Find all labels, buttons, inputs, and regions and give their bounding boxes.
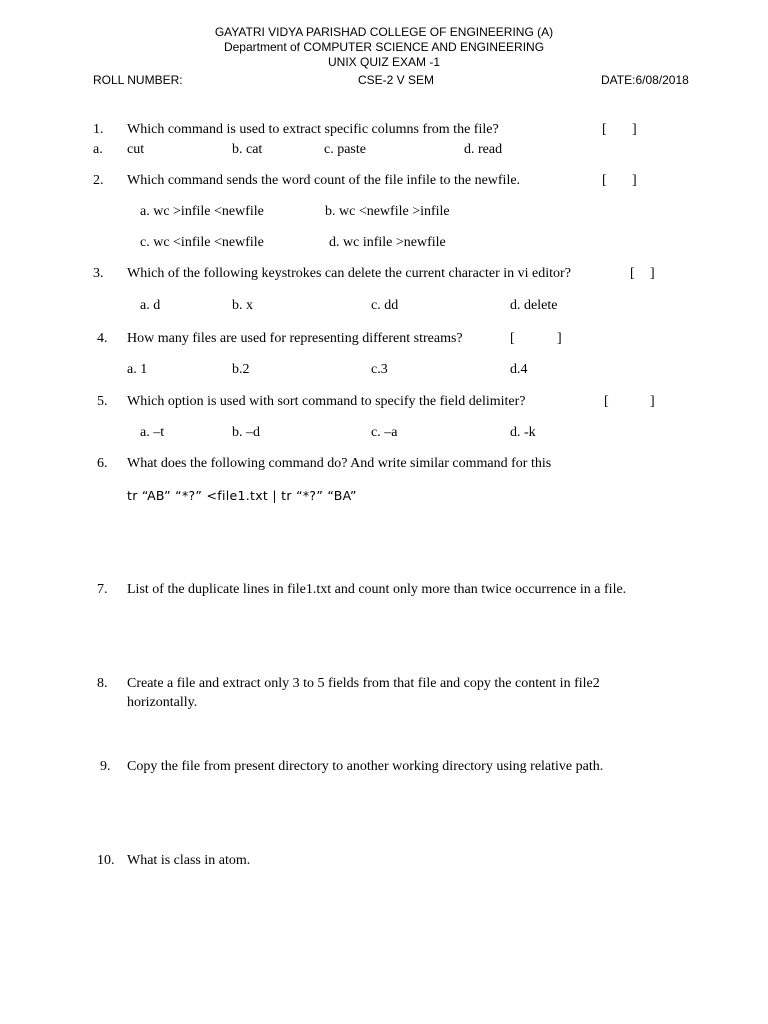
class-label: CSE-2 V SEM: [358, 73, 435, 87]
question-5-option-b: b. –d: [232, 425, 260, 440]
question-9-number: 9.: [100, 759, 111, 774]
question-4-text: How many files are used for representing different streams?: [127, 331, 463, 346]
question-5-option-d: d. -k: [510, 425, 536, 440]
question-8-text-continued: horizontally.: [127, 695, 198, 710]
question-3-bracket-open: [: [630, 266, 635, 281]
question-2-option-a: a. wc >infile <newfile: [140, 204, 264, 219]
date-label: DATE:6/08/2018: [601, 73, 689, 87]
exam-title: UNIX QUIZ EXAM -1: [327, 55, 440, 69]
question-5-bracket-close: ]: [650, 394, 655, 409]
question-4-option-d: d.4: [510, 362, 528, 377]
college-name: GAYATRI VIDYA PARISHAD COLLEGE OF ENGINEERING (A): [214, 25, 554, 39]
question-1-option-a: cut: [127, 142, 145, 157]
question-2-text: Which command sends the word count of the file infile to the newfile.: [127, 173, 521, 188]
question-3-option-b: b. x: [232, 298, 253, 313]
question-1-text: Which command is used to extract specific columns from the file?: [127, 122, 499, 137]
question-5-option-a: a. –t: [140, 425, 165, 440]
question-3-text: Which of the following keystrokes can delete the current character in vi editor?: [127, 266, 571, 281]
question-7-number: 7.: [97, 582, 108, 597]
question-3-bracket-close: ]: [650, 266, 655, 281]
question-7-text: List of the duplicate lines in file1.txt and count only more than twice occurrence in a file.: [127, 582, 627, 597]
question-1-options-prefix: a.: [93, 142, 103, 157]
roll-number-label: ROLL NUMBER:: [93, 73, 183, 87]
question-5-number: 5.: [97, 394, 108, 409]
question-1-bracket-open: [: [602, 122, 607, 137]
question-6-number: 6.: [97, 456, 108, 471]
question-3-number: 3.: [93, 266, 104, 281]
question-6-text: What does the following command do? And write similar command for this: [127, 456, 552, 471]
question-4-option-c: c.3: [371, 362, 388, 377]
question-4-bracket-close: ]: [557, 331, 562, 346]
question-1-option-d: d. read: [464, 142, 503, 157]
question-4-option-a: a. 1: [127, 362, 148, 377]
question-1-option-c: c. paste: [324, 142, 366, 157]
question-4-number: 4.: [97, 331, 108, 346]
question-2-option-b: b. wc <newfile >infile: [325, 204, 450, 219]
question-2-bracket-open: [: [602, 173, 607, 188]
question-6-command: tr “AB” “*?” <file1.txt | tr “*?” “BA”: [127, 488, 357, 503]
question-1-bracket-close: ]: [632, 122, 637, 137]
question-3-option-d: d. delete: [510, 298, 558, 313]
department-name: Department of COMPUTER SCIENCE AND ENGINEERING: [223, 40, 545, 54]
question-5-text: Which option is used with sort command to specify the field delimiter?: [127, 394, 526, 409]
question-2-number: 2.: [93, 173, 104, 188]
question-2-bracket-close: ]: [632, 173, 637, 188]
question-10-number: 10.: [97, 853, 115, 868]
question-2-option-c: c. wc <infile <newfile: [140, 235, 264, 250]
question-3-option-c: c. dd: [371, 298, 399, 313]
question-3-option-a: a. d: [140, 298, 161, 313]
question-1-option-b: b. cat: [232, 142, 263, 157]
question-9-text: Copy the file from present directory to another working directory using relative path.: [127, 759, 604, 774]
question-1-number: 1.: [93, 122, 104, 137]
question-2-option-d: d. wc infile >newfile: [329, 235, 446, 250]
question-5-bracket-open: [: [604, 394, 609, 409]
question-8-text: Create a file and extract only 3 to 5 fields from that file and copy the content in file2: [127, 676, 600, 691]
question-4-option-b: b.2: [232, 362, 250, 377]
question-4-bracket-open: [: [510, 331, 515, 346]
question-10-text: What is class in atom.: [127, 853, 251, 868]
question-5-option-c: c. –a: [371, 425, 398, 440]
question-8-number: 8.: [97, 676, 108, 691]
